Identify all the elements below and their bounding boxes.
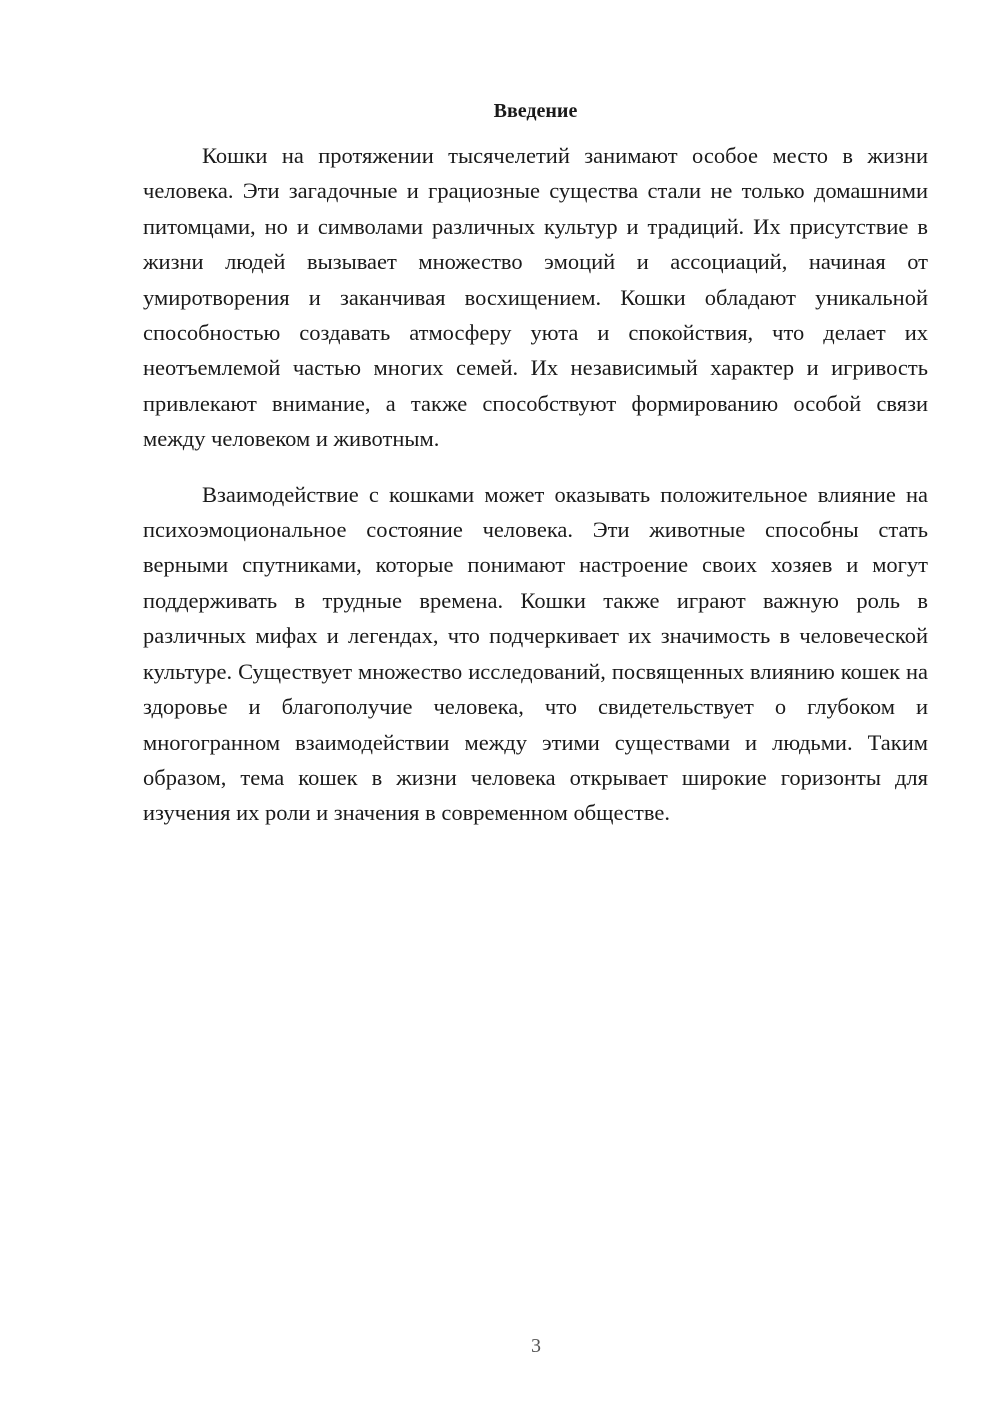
page-number: 3 [531,1335,541,1357]
page-content [143,96,928,831]
paragraph-1: Кошки на протяжении тысячелетий занимают особое место в жизни человека. Эти загадочные и грациозные существа стали не только домашними питомцами, но и символами различных культур и традиций. Их присутствие в жизни людей вызывает множество эмоций и ассоциаций, начиная от умиротворения и заканчивая восхищением. Кошки обладают уникальной способностью создавать атмосферу уюта и спокойствия, что делает их неотъемлемой частью многих семей. Их независимый характер и игривость привлекают внимание, а также способствуют формированию особой связи между человеком и животным. [143,143,928,452]
section-title: Введение [493,100,578,122]
paragraph-2: Взаимодействие с кошками может оказывать положительное влияние на психоэмоциональное состояние человека. Эти животные способны стать верными спутниками, которые понимают настроение своих хозяев и могут поддерживать в трудные времена. Кошки также играют важную роль в различных мифах и легендах, что подчеркивает их значимость в человеческой культуре. Существует множество исследований, посвященных влиянию кошек на здоровье и благополучие человека, что свидетельствует о глубоком и многогранном взаимодействии между этими существами и людьми. Таким образом, тема кошек в жизни человека открывает широкие горизонты для изучения их роли и значения в современном обществе. [143,481,928,826]
